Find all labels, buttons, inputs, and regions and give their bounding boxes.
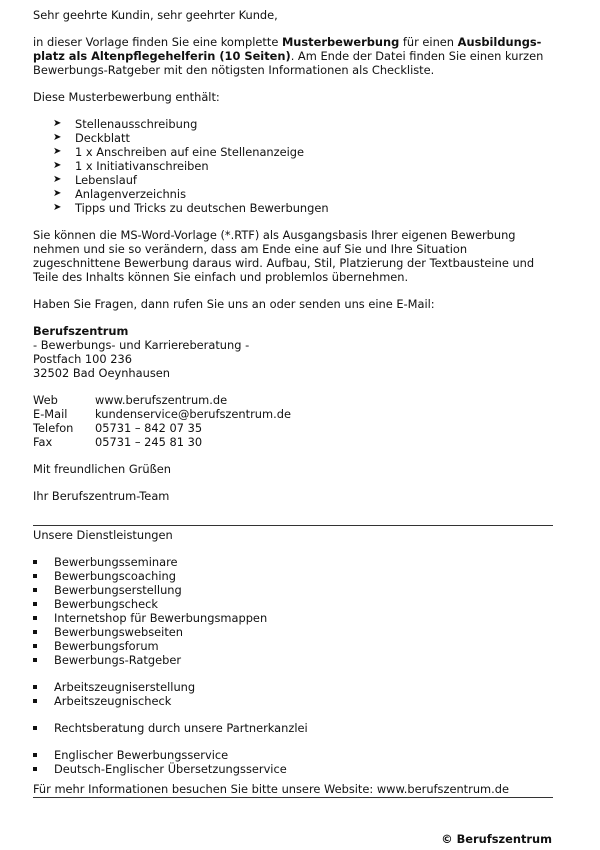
list-item bbox=[33, 569, 555, 583]
intro-text-2: für einen bbox=[399, 35, 458, 49]
list-item bbox=[33, 159, 555, 173]
services-list-1 bbox=[33, 555, 555, 667]
list-item bbox=[33, 611, 555, 625]
arrow-bullet-icon: ➤ bbox=[53, 132, 62, 143]
list-item-text: 1 x Anschreiben auf eine Stellenanzeige bbox=[75, 145, 305, 159]
arrow-bullet-icon: ➤ bbox=[53, 174, 62, 185]
list-item bbox=[33, 173, 555, 187]
email-link[interactable]: kundenservice@berufszentrum.de bbox=[95, 407, 291, 421]
org-name-text: Berufszentrum bbox=[33, 324, 129, 338]
list-item-text: Bewerbungs-Ratgeber bbox=[54, 653, 182, 667]
services-list-2 bbox=[33, 680, 555, 708]
square-bullet-icon bbox=[33, 588, 37, 592]
copyright: © Berufszentrum bbox=[441, 832, 552, 846]
contents-list bbox=[33, 117, 555, 215]
web-link[interactable]: www.berufszentrum.de bbox=[95, 393, 228, 407]
contact-row-web bbox=[33, 393, 291, 407]
intro-text-1: in dieser Vorlage finden Sie eine komplette bbox=[33, 35, 282, 49]
list-item-text: 1 x Initiativanschreiben bbox=[75, 159, 209, 173]
contact-table bbox=[33, 393, 291, 449]
list-item bbox=[33, 625, 555, 639]
contact-row-email bbox=[33, 407, 291, 421]
list-item bbox=[33, 597, 555, 611]
arrow-bullet-icon: ➤ bbox=[53, 202, 62, 213]
contact-label: Web bbox=[33, 393, 58, 407]
org-name bbox=[33, 324, 555, 338]
address-line-1: Postfach 100 236 bbox=[33, 352, 133, 366]
signature: Ihr Berufszentrum-Team bbox=[33, 489, 170, 503]
intro-paragraph bbox=[33, 35, 553, 77]
list-item-text: Stellenausschreibung bbox=[75, 117, 198, 131]
list-item-text: Arbeitszeugnischeck bbox=[54, 694, 172, 708]
list-item-text: Bewerbungsseminare bbox=[54, 555, 178, 569]
list-item-text: Arbeitszeugniserstellung bbox=[54, 680, 196, 694]
list-item-text: Bewerbungscheck bbox=[54, 597, 159, 611]
list-item bbox=[33, 131, 555, 145]
list-item-text: Bewerbungscoaching bbox=[54, 569, 176, 583]
intro-bold-2: Ausbildungs-platz als Altenpflegehelferin (10 Seiten) bbox=[33, 35, 542, 63]
square-bullet-icon bbox=[33, 602, 37, 606]
arrow-bullet-icon: ➤ bbox=[53, 146, 62, 157]
list-item-text: Tipps und Tricks zu deutschen Bewerbungen bbox=[75, 201, 329, 215]
list-item bbox=[33, 201, 555, 215]
address-line-2: 32502 Bad Oeynhausen bbox=[33, 366, 171, 380]
list-item bbox=[33, 748, 555, 762]
square-bullet-icon bbox=[33, 560, 37, 564]
square-bullet-icon bbox=[33, 574, 37, 578]
square-bullet-icon bbox=[33, 699, 37, 703]
list-item bbox=[33, 583, 555, 597]
contact-row-fax bbox=[33, 435, 291, 449]
list-item bbox=[33, 694, 555, 708]
services-list-3 bbox=[33, 721, 555, 735]
list-item bbox=[33, 187, 555, 201]
square-bullet-icon bbox=[33, 630, 37, 634]
divider bbox=[33, 797, 553, 798]
square-bullet-icon bbox=[33, 616, 37, 620]
square-bullet-icon bbox=[33, 644, 37, 648]
list-item bbox=[33, 653, 555, 667]
list-item bbox=[33, 555, 555, 569]
list-item-text: Lebenslauf bbox=[75, 173, 137, 187]
contents-heading: Diese Musterbewerbung enthält: bbox=[33, 90, 220, 104]
closing: Mit freundlichen Grüßen bbox=[33, 462, 171, 476]
contact-label: Telefon bbox=[33, 421, 74, 435]
square-bullet-icon bbox=[33, 767, 37, 771]
arrow-bullet-icon: ➤ bbox=[53, 188, 62, 199]
fax-number: 05731 – 245 81 30 bbox=[95, 435, 203, 449]
list-item bbox=[33, 639, 555, 653]
list-item bbox=[33, 762, 555, 776]
list-item-text: Internetshop für Bewerbungsmappen bbox=[54, 611, 268, 625]
phone-number: 05731 – 842 07 35 bbox=[95, 421, 203, 435]
services-heading: Unsere Dienstleistungen bbox=[33, 528, 173, 542]
list-item-text: Anlagenverzeichnis bbox=[75, 187, 186, 201]
square-bullet-icon bbox=[33, 726, 37, 730]
square-bullet-icon bbox=[33, 658, 37, 662]
intro-bold-1: Musterbewerbung bbox=[281, 35, 400, 49]
square-bullet-icon bbox=[33, 685, 37, 689]
list-item-text: Bewerbungserstellung bbox=[54, 583, 182, 597]
square-bullet-icon bbox=[33, 753, 37, 757]
usage-paragraph: Sie können die MS-Word-Vorlage (*.RTF) als Ausgangsbasis Ihrer eigenen Bewerbung nehmen und sie so verändern, dass am Ende eine auf Sie und Ihre Situation zugeschnittene Bewerbung daraus wird. Aufbau, Stil, Platzierung der Textbausteine und Teile des Inhalts können Sie einfach und problemlos übernehmen. bbox=[33, 228, 535, 284]
questions-text: Haben Sie Fragen, dann rufen Sie uns an oder senden uns eine E-Mail: bbox=[33, 297, 435, 311]
intro-text-3: . Am Ende der Datei finden Sie einen kurzen Bewerbungs-Ratgeber mit den nötigsten Informationen als Checkliste. bbox=[33, 49, 544, 77]
list-item bbox=[33, 680, 555, 694]
arrow-bullet-icon: ➤ bbox=[53, 118, 62, 129]
contact-label: E-Mail bbox=[33, 407, 68, 421]
arrow-bullet-icon: ➤ bbox=[53, 160, 62, 171]
more-info-text: Für mehr Informationen besuchen Sie bitte unsere Website: www.berufszentrum.de bbox=[33, 782, 510, 796]
list-item-text: Bewerbungswebseiten bbox=[54, 625, 184, 639]
list-item bbox=[33, 117, 555, 131]
list-item-text: Rechtsberatung durch unsere Partnerkanzlei bbox=[54, 721, 308, 735]
services-list-4 bbox=[33, 748, 555, 776]
contact-label: Fax bbox=[33, 435, 53, 449]
greeting: Sehr geehrte Kundin, sehr geehrter Kunde, bbox=[33, 8, 278, 22]
list-item bbox=[33, 145, 555, 159]
list-item bbox=[33, 721, 555, 735]
list-item-text: Deckblatt bbox=[75, 131, 130, 145]
document-body bbox=[33, 8, 555, 798]
contact-row-phone bbox=[33, 421, 291, 435]
org-subtitle: - Bewerbungs- und Karriereberatung - bbox=[33, 338, 250, 352]
list-item-text: Bewerbungsforum bbox=[54, 639, 159, 653]
list-item-text: Englischer Bewerbungsservice bbox=[54, 748, 229, 762]
list-item-text: Deutsch-Englischer Übersetzungsservice bbox=[54, 762, 287, 776]
